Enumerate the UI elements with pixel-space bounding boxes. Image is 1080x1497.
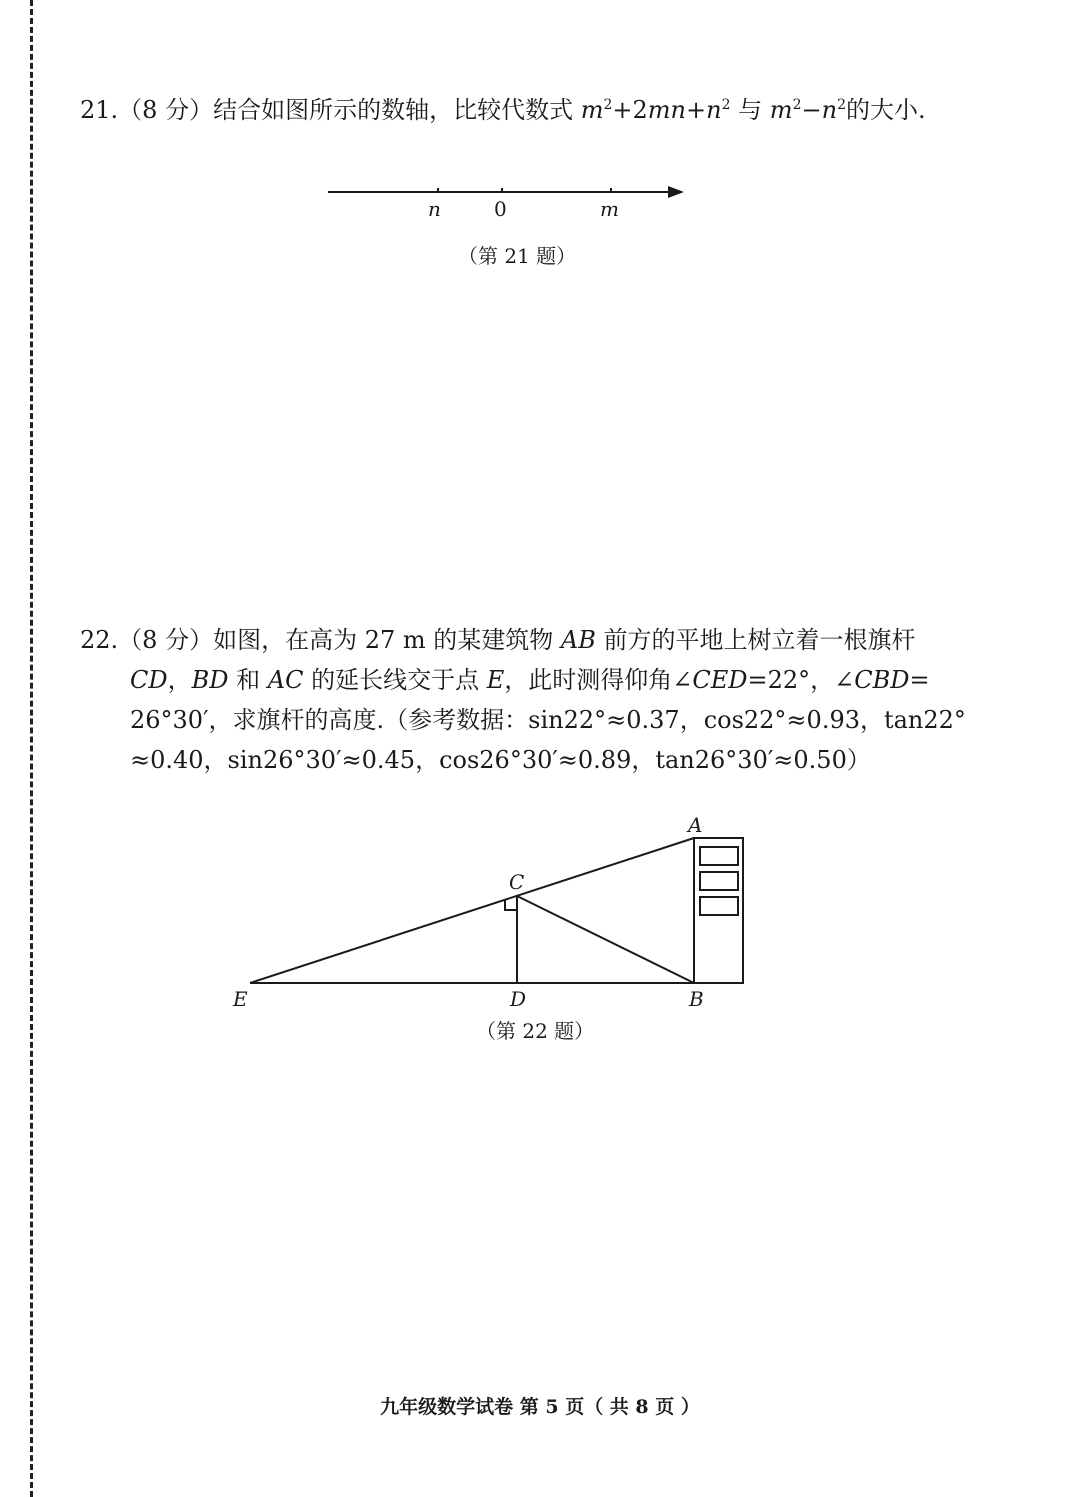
flagpole-figure — [250, 838, 743, 983]
label-a: A — [688, 813, 703, 837]
number-line-figure — [328, 186, 684, 221]
q21-expr1: $m^2+2mn+n^2$ — [580, 96, 731, 124]
building-window-1 — [700, 847, 738, 865]
right-angle-mark — [505, 900, 517, 910]
page-footer: 九年级数学试卷 第 5 页（ 共 8 页 ） — [380, 1396, 700, 1418]
caption-22: （第 22 题） — [476, 1019, 595, 1043]
building-window-3 — [700, 897, 738, 915]
label-d: D — [510, 987, 527, 1011]
label-b: B — [689, 987, 704, 1011]
building-window-2 — [700, 872, 738, 890]
question-22 — [80, 620, 966, 780]
number-line-arrow-icon — [668, 186, 684, 198]
q21-mid: 与 — [738, 96, 763, 124]
q21-expr2: $m^2-n^2$ — [769, 96, 846, 124]
q21-text-a: 结合如图所示的数轴，比较代数式 — [213, 96, 574, 124]
building-ab — [694, 838, 743, 983]
q22-line-1: 22.（8 分）如图，在高为 27 m 的某建筑物 AB 前方的平地上树立着一根旗杆 — [80, 626, 916, 654]
q22-line-2: CD，BD 和 AC 的延长线交于点 E，此时测得仰角∠CED=22°，∠CBD= — [130, 666, 930, 694]
caption-21: （第 21 题） — [458, 244, 577, 268]
q22-line-4: ≈0.40，sin26°30′≈0.45，cos26°30′≈0.89，tan26°30′≈0.50） — [130, 746, 871, 774]
q21-number: 21. — [80, 96, 119, 124]
label-n: n — [428, 197, 441, 221]
label-c: C — [509, 870, 525, 894]
q21-score: （8 分） — [118, 96, 214, 124]
label-zero: 0 — [494, 197, 507, 221]
line-cb — [517, 896, 694, 983]
line-ea — [250, 838, 694, 983]
label-m: m — [600, 197, 619, 221]
q22-line-3: 26°30′，求旗杆的高度.（参考数据：sin22°≈0.37，cos22°≈0.93，tan22° — [130, 706, 966, 734]
label-e: E — [233, 987, 248, 1011]
q21-text-b: 的大小. — [845, 96, 926, 124]
